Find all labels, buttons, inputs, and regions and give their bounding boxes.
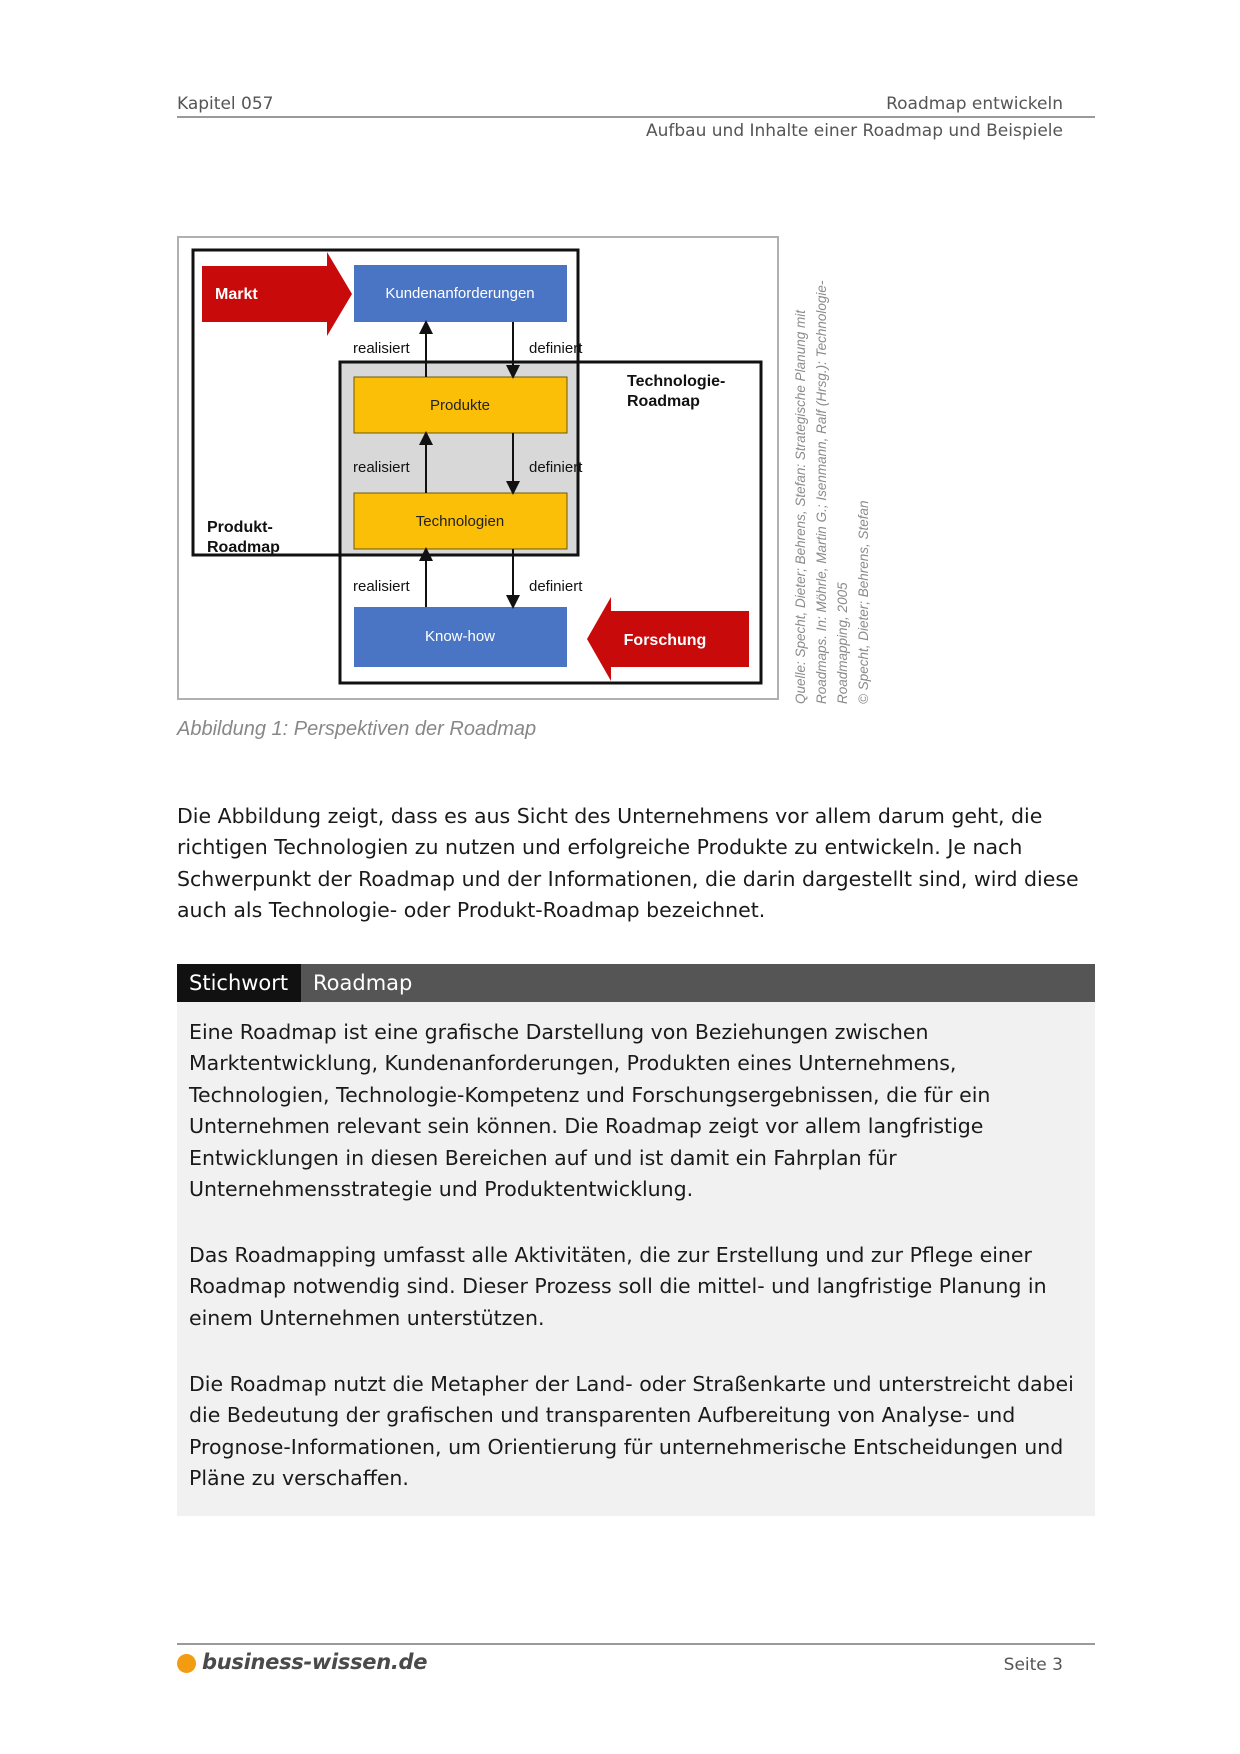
header-divider: [177, 116, 1095, 118]
keyword-body: [177, 1002, 1095, 1516]
realisiert-label-2: realisiert: [353, 459, 410, 476]
body-paragraph: Die Abbildung zeigt, dass es aus Sicht des Unternehmens vor allem darum geht, die richtigen Technologien zu nutzen und erfolgreiche Produkte zu entwickeln. Je nach Schwerpunkt der Roadmap und der Informationen, die darin dargestellt sind, wird diese auch als Technologie- oder Produkt-Roadmap bezeichnet.: [177, 804, 1079, 923]
keyword-title: Roadmap: [313, 971, 413, 995]
document-title: Roadmap entwickeln: [886, 94, 1063, 114]
definiert-label-1: definiert: [529, 340, 583, 357]
logo-dot-icon: [177, 1654, 196, 1673]
produkte-label: Produkte: [429, 397, 491, 414]
keyword-paragraph-1: Eine Roadmap ist eine grafische Darstellung von Beziehungen zwischen Marktentwicklung, Kundenanforderungen, Produkten eines Unternehmens, Technologien, Technologie-Kompetenz und Forschungsergebnissen, die für ein Unternehmen relevant sein können. Die Roadmap zeigt vor allem langfristige Entwicklungen in diesen Bereichen auf und ist damit ein Fahrplan für Unternehmensstrategie und Produktentwicklung.: [189, 1020, 991, 1202]
definiert-label-3: definiert: [529, 578, 583, 595]
figure-caption: Abbildung 1: Perspektiven der Roadmap: [177, 718, 537, 740]
kundenanforderungen-label: Kundenanforderungen: [385, 285, 535, 302]
roadmap-diagram: [177, 236, 779, 700]
definiert-label-2: definiert: [529, 459, 583, 476]
source-line-3: Roadmapping, 2005: [835, 582, 850, 704]
produkt-roadmap-label-2: Roadmap: [207, 539, 280, 556]
footer-divider: [177, 1643, 1095, 1645]
technologien-label: Technologien: [415, 513, 505, 530]
source-line-1: Quelle: Specht, Dieter; Behrens, Stefan: Strategische Planung mit: [793, 310, 808, 704]
produkt-roadmap-label-1: Produkt-: [207, 519, 273, 536]
keyword-paragraph-2: Das Roadmapping umfasst alle Aktivitäten, die zur Erstellung und zur Pflege einer Roadmap notwendig sind. Dieser Prozess soll die mittel- und langfristige Planung in einem Unternehmen unterstützen.: [189, 1243, 1047, 1330]
document-subtitle: Aufbau und Inhalte einer Roadmap und Beispiele: [646, 121, 1063, 141]
source-line-4: © Specht, Dieter; Behrens, Stefan: [856, 500, 871, 704]
source-line-2: Roadmaps. In: Möhrle, Martin G.; Isenmann, Ralf (Hrsg.): Technologie-: [814, 280, 829, 704]
figure-source-note: [790, 244, 870, 704]
brand-logo[interactable]: business-wissen.de: [202, 1650, 428, 1674]
markt-label: Markt: [215, 286, 258, 303]
forschung-label: Forschung: [623, 632, 707, 649]
chapter-label: Kapitel 057: [177, 94, 274, 114]
realisiert-label-3: realisiert: [353, 578, 410, 595]
knowhow-label: Know-how: [424, 628, 496, 645]
technologie-roadmap-label-1: Technologie-: [627, 373, 726, 390]
realisiert-label-1: realisiert: [353, 340, 410, 357]
technologie-roadmap-label-2: Roadmap: [627, 393, 700, 410]
keyword-paragraph-3: Die Roadmap nutzt die Metapher der Land- oder Straßenkarte und unterstreicht dabei die Bedeutung der grafischen und transparenten Aufbereitung von Analyse- und Prognose-Informationen, um Orientierung für unternehmerische Entscheidungen und Pläne zu verschaffen.: [189, 1372, 1074, 1491]
page-number: Seite 3: [1003, 1655, 1063, 1675]
keyword-tag: Stichwort: [177, 964, 301, 1002]
